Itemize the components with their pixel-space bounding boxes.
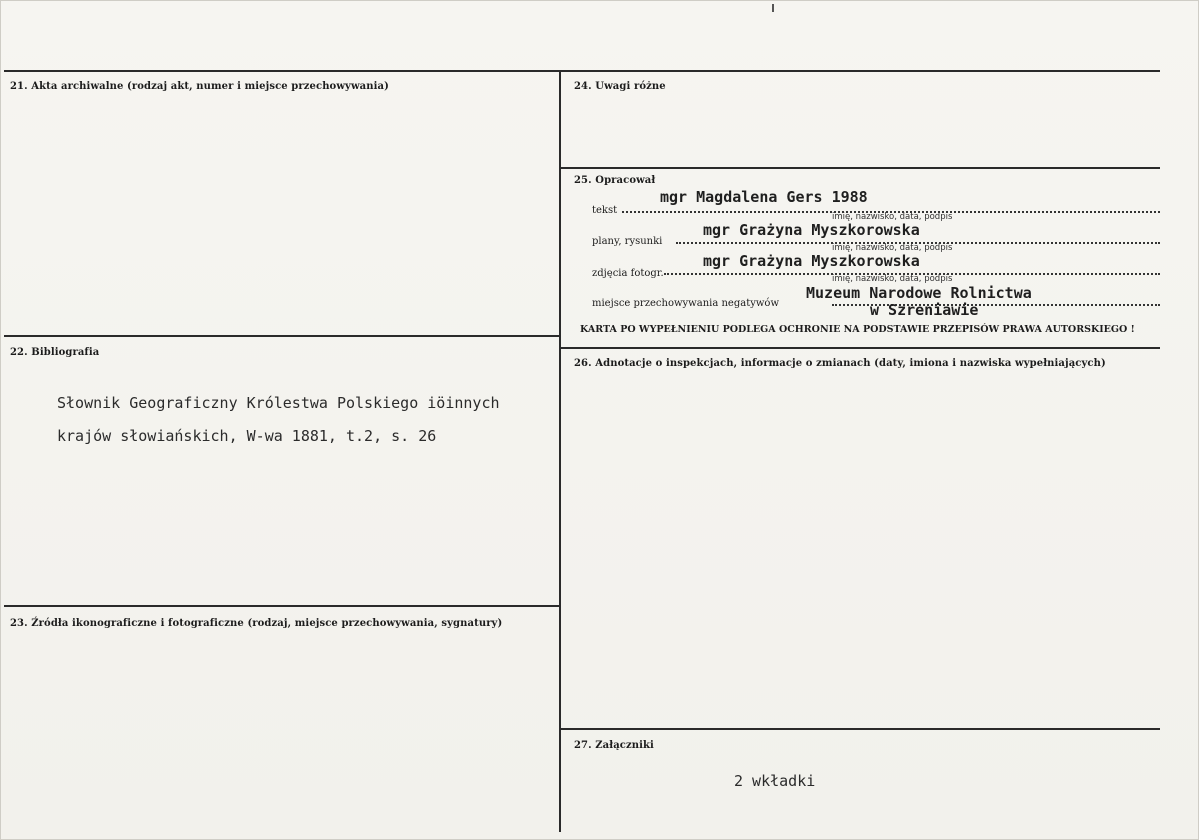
bibliography-line-1: Słownik Geograficzny Królestwa Polskiego iöinnych: [57, 394, 500, 412]
rule-26-27: [560, 728, 1160, 730]
row-zdjecia-label: zdjęcia fotogr.: [592, 268, 664, 279]
row-tekst-hint: imię, nazwisko, data, podpis: [832, 212, 953, 222]
section-26-label: 26. Adnotacje o inspekcjach, informacje o zmianach (daty, imiona i nazwiska wypełniających): [574, 358, 1106, 369]
row-zdjecia-value: mgr Grażyna Myszkorowska: [703, 252, 920, 270]
section-25-label: 25. Opracował: [574, 175, 656, 186]
copyright-warning: KARTA PO WYPEŁNIENIU PODLEGA OCHRONIE NA PODSTAWIE PRZEPISÓW PRAWA AUTORSKIEGO !: [580, 324, 1135, 335]
row-negatywy-value-2: w Szreniawie: [870, 301, 979, 319]
rule-21-22: [4, 335, 560, 337]
top-mark: [772, 4, 774, 12]
section-21-label: 21. Akta archiwalne (rodzaj akt, numer i miejsce przechowywania): [10, 81, 389, 92]
attachments-value: 2 wkładki: [734, 772, 816, 790]
bibliography-line-2: krajów słowiańskich, W-wa 1881, t.2, s. 26: [57, 427, 437, 445]
row-negatywy-label: miejsce przechowywania negatywów: [592, 298, 779, 309]
section-27-label: 27. Załączniki: [574, 740, 654, 751]
row-plany-value: mgr Grażyna Myszkorowska: [703, 221, 920, 239]
row-plany-hint: imię, nazwisko, data, podpis: [832, 243, 953, 253]
row-zdjecia-hint: imię, nazwisko, data, podpis: [832, 274, 953, 284]
rule-25-26: [560, 347, 1160, 349]
top-rule: [4, 70, 1160, 72]
row-tekst-value: mgr Magdalena Gers 1988: [660, 188, 868, 206]
row-negatywy-value: Muzeum Narodowe Rolnictwa: [806, 284, 1032, 302]
row-plany-label: plany, rysunki: [592, 236, 663, 247]
section-23-label: 23. Źródła ikonograficzne i fotograficzne (rodzaj, miejsce przechowywania, sygnatury): [10, 618, 503, 629]
row-tekst-label: tekst: [592, 205, 618, 216]
section-22-label: 22. Bibliografia: [10, 347, 100, 358]
section-24-label: 24. Uwagi różne: [574, 81, 666, 92]
center-divider: [559, 70, 561, 832]
rule-22-23: [4, 605, 560, 607]
rule-24-25: [560, 167, 1160, 169]
